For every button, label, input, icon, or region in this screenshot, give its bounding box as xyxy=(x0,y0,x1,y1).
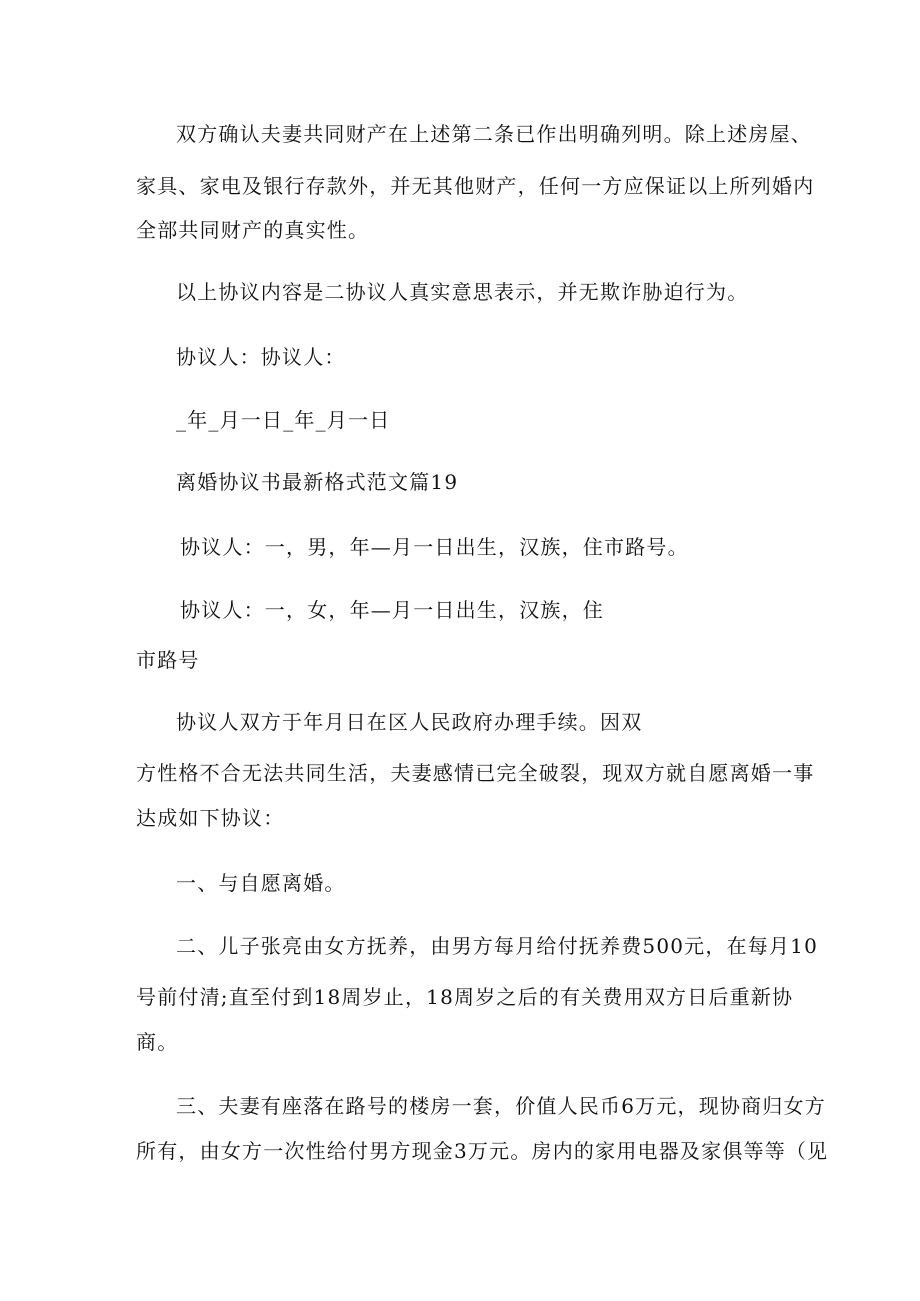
paragraph-line: 达成如下协议： xyxy=(136,806,285,830)
clause-line: 所有，由女方一次性给付男方现金3万元。房内的家用电器及家俱等等（见 xyxy=(136,1139,829,1163)
paragraph-line: 家具、家电及银行存款外，并无其他财产，任何一方应保证以上所列婚内 xyxy=(136,174,815,198)
paragraph-line: 以上协议内容是二协议人真实意思表示，并无欺诈胁迫行为。 xyxy=(176,280,749,304)
section-title: 离婚协议书最新格式范文篇19 xyxy=(176,470,459,494)
party-line: 协议人：一，男，年—月一日出生，汉族，住市路号。 xyxy=(180,535,689,559)
clause-line: 号前付清;直至付到18周岁止，18周岁之后的有关费用双方日后重新协 xyxy=(136,985,794,1009)
signature-label-line: 协议人：协议人： xyxy=(176,345,346,369)
clause-line: 三、夫妻有座落在路号的楼房一套，价值人民币6万元，现协商归女方 xyxy=(176,1094,826,1118)
clause-line: 商。 xyxy=(136,1030,179,1054)
paragraph-line: 全部共同财产的真实性。 xyxy=(136,218,370,242)
paragraph-line: 协议人双方于年月日在区人民政府办理手续。因双 xyxy=(176,710,643,734)
clause-line: 一、与自愿离婚。 xyxy=(176,871,346,895)
paragraph-line: 方性格不合无法共同生活，夫妻感情已完全破裂，现双方就自愿离婚一事 xyxy=(136,761,815,785)
party-line-continued: 市路号 xyxy=(136,648,200,672)
paragraph-line: 双方确认夫妻共同财产在上述第二条已作出明确列明。除上述房屋、 xyxy=(176,122,812,146)
date-line: _年_月一日_年_月一日 xyxy=(176,408,391,432)
clause-line: 二、儿子张亮由女方抚养，由男方每月给付抚养费500元，在每月10 xyxy=(176,934,819,958)
party-line: 协议人：一，女，年—月一日出生，汉族，住 xyxy=(180,598,604,622)
